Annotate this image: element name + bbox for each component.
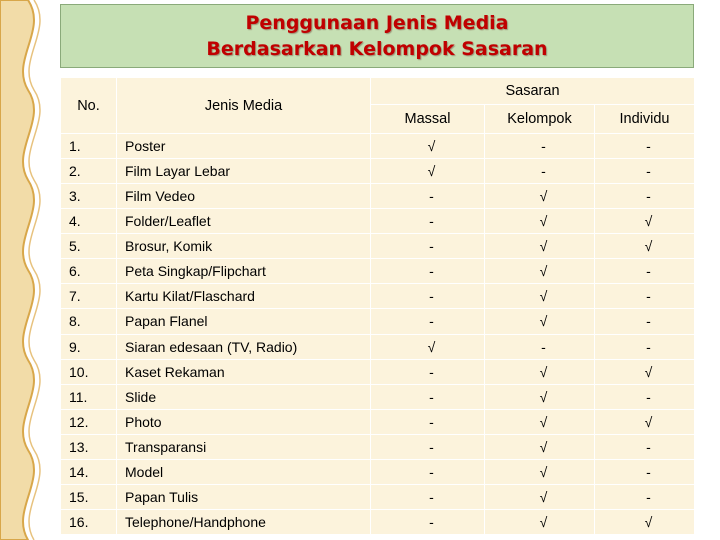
table-row [61,234,695,259]
row-kelompok-mark: √ [485,484,595,509]
table-row [61,484,695,509]
table-row [61,409,695,434]
decorative-wave-border [0,0,60,540]
row-number: 5. [61,234,117,259]
table-row [61,509,695,534]
row-media-name: Photo [117,409,371,434]
row-kelompok-mark: √ [485,409,595,434]
table-row [61,434,695,459]
title-banner [60,4,694,68]
table-row [61,259,695,284]
row-media-name: Poster [117,134,371,159]
row-media-name: Siaran edesaan (TV, Radio) [117,334,371,359]
row-individu-mark: - [595,284,695,309]
table-body [61,134,695,535]
row-massal-mark: - [371,459,485,484]
table-row [61,184,695,209]
table-row [61,309,695,334]
row-kelompok-mark: √ [485,209,595,234]
row-media-name: Papan Tulis [117,484,371,509]
row-individu-mark: - [595,384,695,409]
row-kelompok-mark: √ [485,284,595,309]
table-row [61,459,695,484]
row-kelompok-mark: √ [485,384,595,409]
row-individu-mark: - [595,134,695,159]
row-number: 11. [61,384,117,409]
header-massal: Massal [371,105,485,134]
row-media-name: Kartu Kilat/Flaschard [117,284,371,309]
row-kelompok-mark: √ [485,234,595,259]
table-row [61,359,695,384]
row-media-name: Model [117,459,371,484]
row-individu-mark: - [595,434,695,459]
row-massal-mark: - [371,284,485,309]
row-number: 8. [61,309,117,334]
row-media-name: Brosur, Komik [117,234,371,259]
row-massal-mark: - [371,384,485,409]
row-massal-mark: - [371,309,485,334]
row-massal-mark: - [371,184,485,209]
row-media-name: Film Layar Lebar [117,159,371,184]
row-individu-mark: - [595,159,695,184]
header-kelompok: Kelompok [485,105,595,134]
row-massal-mark: √ [371,159,485,184]
table-row [61,384,695,409]
row-media-name: Transparansi [117,434,371,459]
row-media-name: Kaset Rekaman [117,359,371,384]
row-number: 14. [61,459,117,484]
row-individu-mark: - [595,184,695,209]
row-number: 3. [61,184,117,209]
row-kelompok-mark: √ [485,434,595,459]
header-sasaran: Sasaran [371,78,695,105]
row-individu-mark: - [595,484,695,509]
row-kelompok-mark: - [485,134,595,159]
row-number: 6. [61,259,117,284]
row-massal-mark: - [371,509,485,534]
table-row [61,334,695,359]
row-number: 15. [61,484,117,509]
row-massal-mark: √ [371,334,485,359]
row-kelompok-mark: √ [485,184,595,209]
row-number: 2. [61,159,117,184]
row-individu-mark: √ [595,234,695,259]
row-number: 1. [61,134,117,159]
table-row [61,134,695,159]
row-media-name: Papan Flanel [117,309,371,334]
row-individu-mark: √ [595,359,695,384]
row-number: 10. [61,359,117,384]
row-individu-mark: - [595,334,695,359]
row-number: 13. [61,434,117,459]
table-row [61,209,695,234]
row-massal-mark: - [371,234,485,259]
row-individu-mark: - [595,459,695,484]
row-individu-mark: - [595,309,695,334]
row-number: 9. [61,334,117,359]
row-kelompok-mark: √ [485,259,595,284]
row-individu-mark: √ [595,509,695,534]
row-kelompok-mark: √ [485,359,595,384]
row-massal-mark: √ [371,134,485,159]
table-row [61,284,695,309]
row-kelompok-mark: - [485,159,595,184]
row-massal-mark: - [371,359,485,384]
title-line-2: Berdasarkan Kelompok Sasaran [206,38,548,60]
table-row [61,159,695,184]
row-media-name: Film Vedeo [117,184,371,209]
row-kelompok-mark: √ [485,459,595,484]
row-individu-mark: - [595,259,695,284]
row-number: 4. [61,209,117,234]
row-massal-mark: - [371,259,485,284]
row-kelompok-mark: √ [485,509,595,534]
row-individu-mark: √ [595,209,695,234]
row-massal-mark: - [371,209,485,234]
row-media-name: Folder/Leaflet [117,209,371,234]
row-individu-mark: √ [595,409,695,434]
media-usage-table [60,77,695,535]
header-individu: Individu [595,105,695,134]
header-no: No. [61,78,117,134]
row-media-name: Telephone/Handphone [117,509,371,534]
row-massal-mark: - [371,409,485,434]
header-jenis-media: Jenis Media [117,78,371,134]
row-number: 12. [61,409,117,434]
row-media-name: Slide [117,384,371,409]
row-number: 16. [61,509,117,534]
row-media-name: Peta Singkap/Flipchart [117,259,371,284]
row-massal-mark: - [371,434,485,459]
row-kelompok-mark: - [485,334,595,359]
row-kelompok-mark: √ [485,309,595,334]
row-number: 7. [61,284,117,309]
title-line-1: Penggunaan Jenis Media [245,12,509,34]
row-massal-mark: - [371,484,485,509]
